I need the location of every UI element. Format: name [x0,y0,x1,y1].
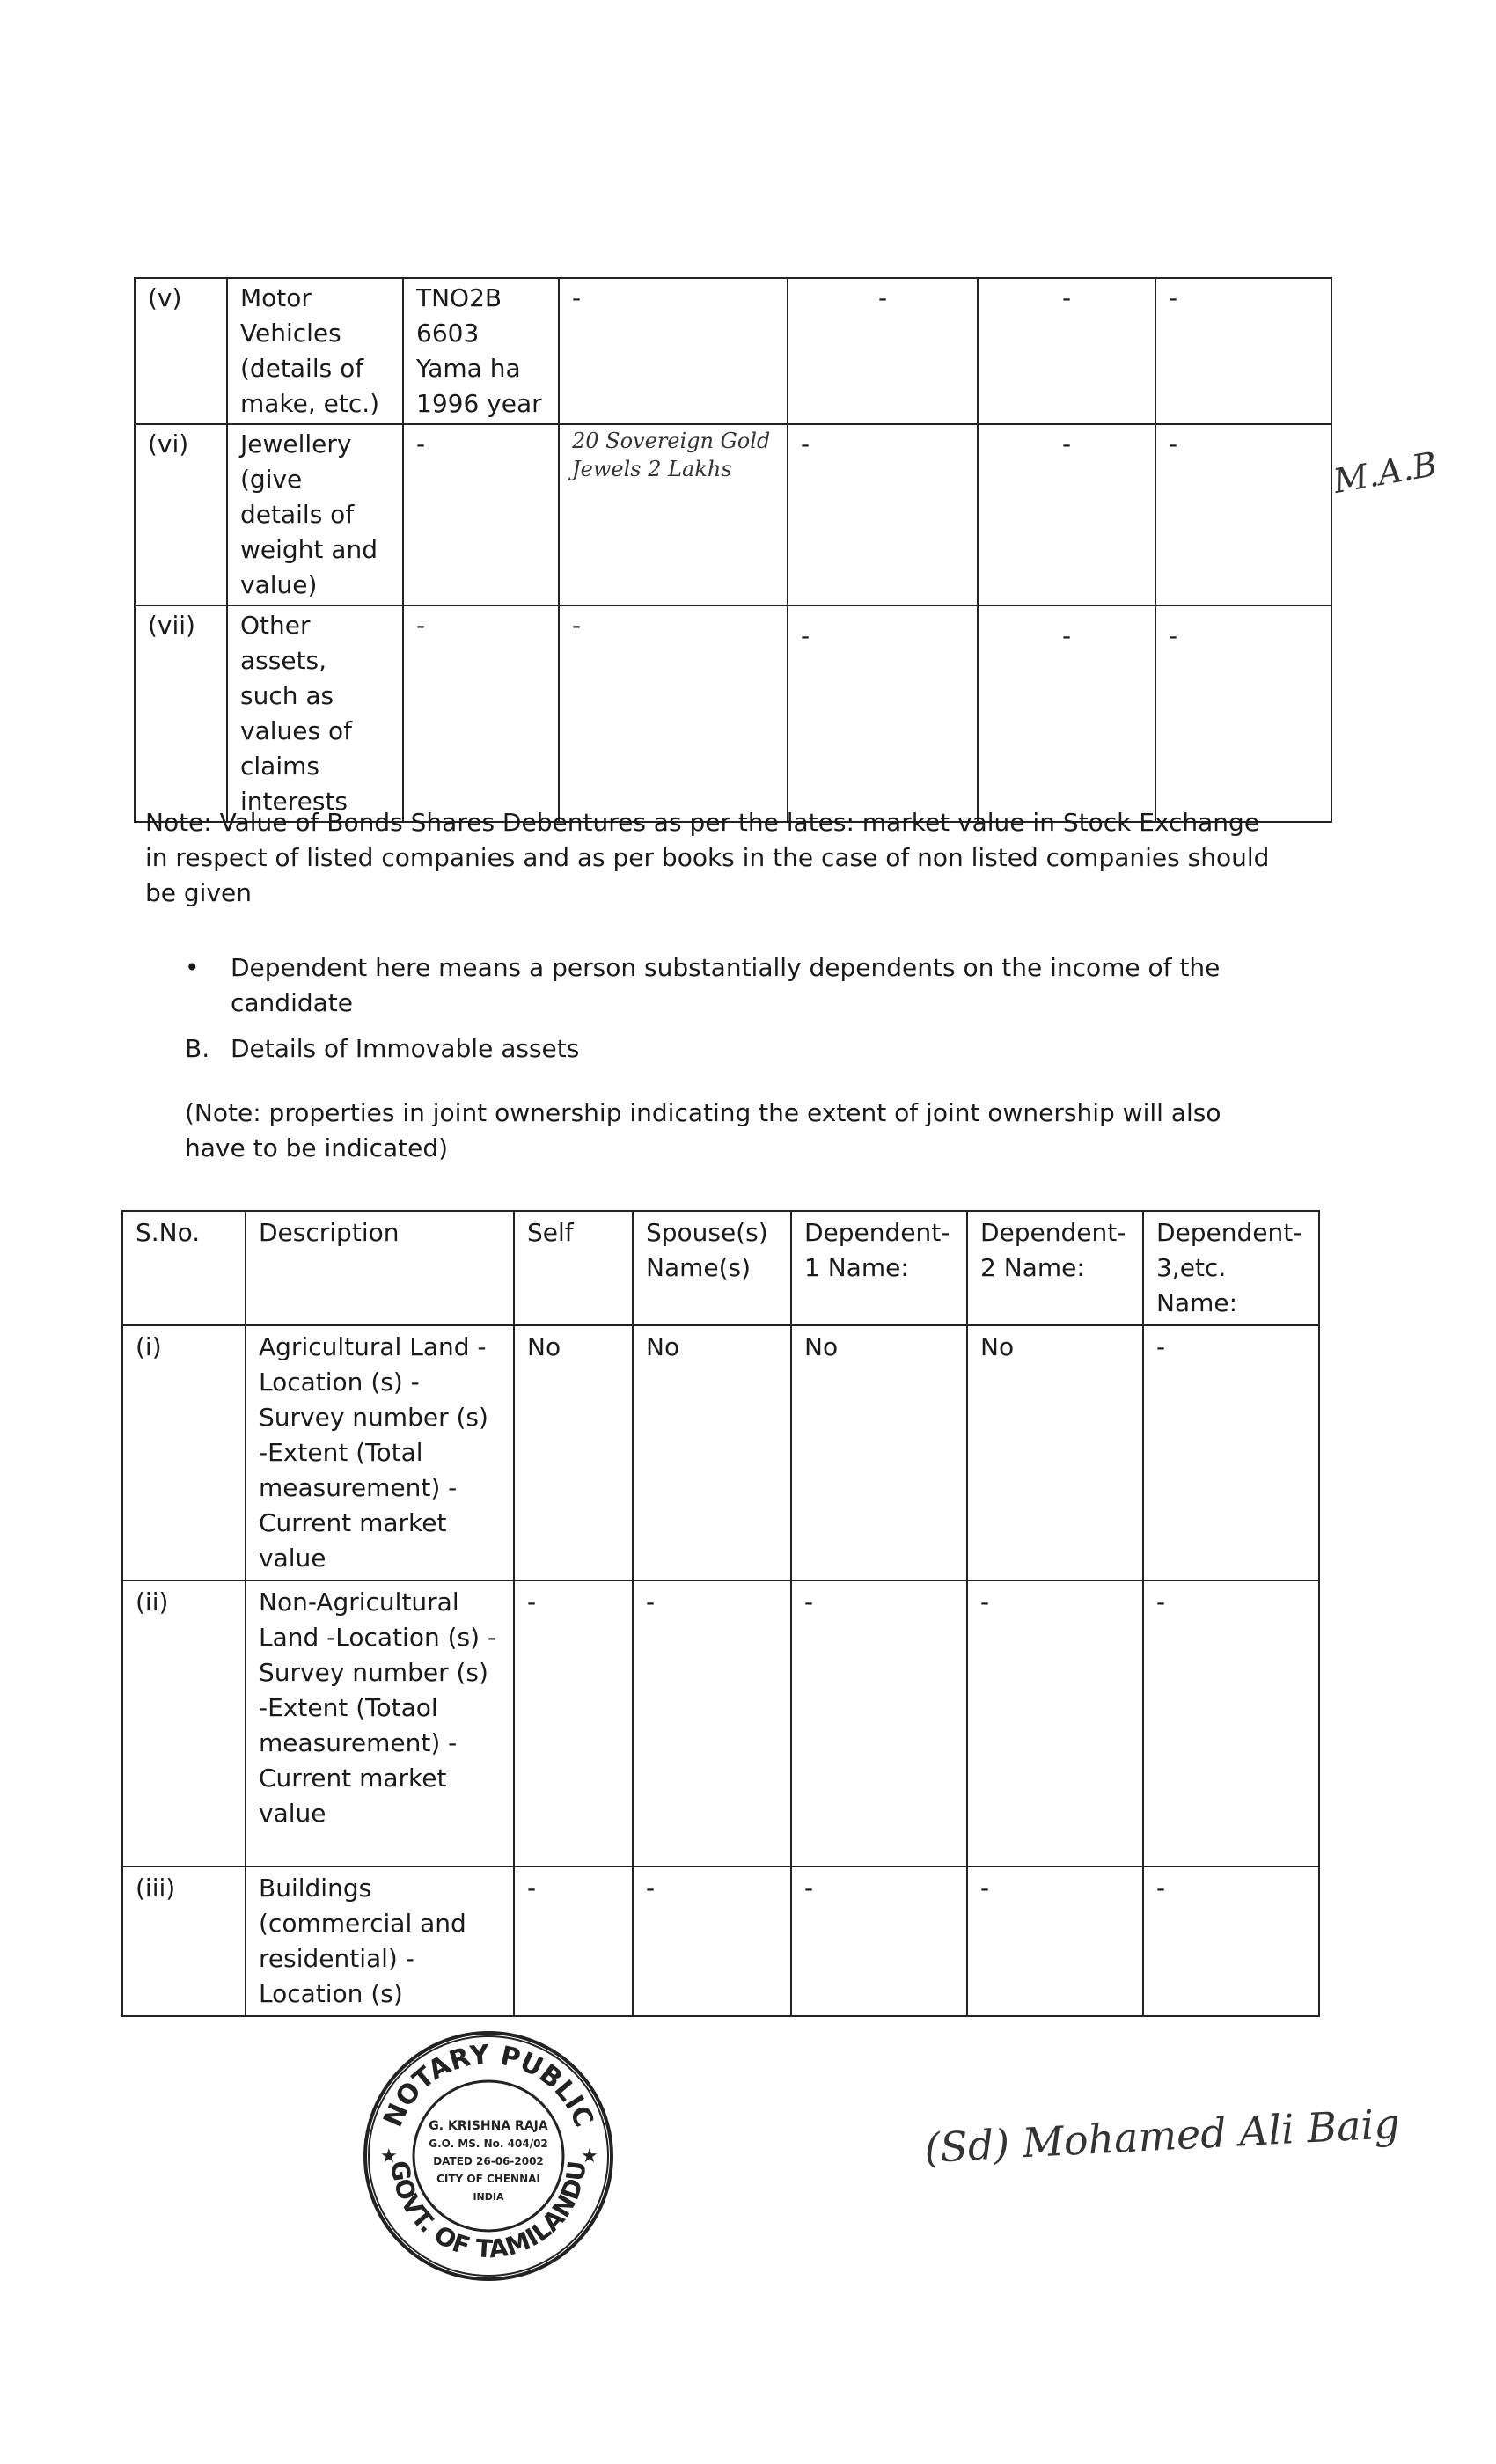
cell-dependent-3: - [1155,424,1331,605]
star-icon: ★ [581,2145,598,2167]
cell-spouse: - [633,1580,791,1866]
table-row [135,278,1331,424]
cell-dependent-3: - [1143,1866,1319,2016]
cell-spouse: - [559,278,788,424]
cell-self: - [403,605,559,822]
bullet-marker: • [185,953,200,982]
cell-dependent-2: - [978,424,1155,605]
cell-dependent-3: - [1155,278,1331,424]
cell-description: Non-Agricultural Land -Location (s) -Survey number (s) -Extent (Totaol measurement) -Current market value [246,1580,514,1866]
stamp-line-4: CITY OF CHENNAI [436,2173,540,2185]
cell-sno: (iii) [122,1866,246,2016]
section-b-title: Details of Immovable assets [231,1034,580,1063]
cell-spouse: - [559,605,788,822]
cell-description: Buildings (commercial and residential) -Location (s) [246,1866,514,2016]
cell-dependent-3: - [1143,1580,1319,1866]
cell-description: Jewellery (give details of weight and value) [227,424,403,605]
star-icon: ★ [380,2145,398,2167]
svg-text:NOTARY PUBLIC [378,2039,599,2131]
cell-dependent-2: - [978,605,1155,822]
cell-dependent-2: - [978,278,1155,424]
cell-dependent-2: - [967,1866,1143,2016]
stamp-line-3: DATED 26-06-2002 [433,2155,544,2167]
movable-assets-table [134,277,1332,823]
cell-sno: (i) [122,1325,246,1580]
cell-dependent-1: - [791,1580,967,1866]
signature: (Sd) Mohamed Ali Baig [922,2099,1401,2173]
cell-dependent-1: No [791,1325,967,1580]
cell-self: TNO2B 6603 Yama ha 1996 year [403,278,559,424]
cell-sno: (v) [135,278,227,424]
notary-stamp [361,2028,616,2284]
cell-description: Agricultural Land -Location (s) -Survey number (s) -Extent (Total measurement) -Current market value [246,1325,514,1580]
cell-dependent-1: - [788,605,978,822]
stamp-line-5: INDIA [473,2191,504,2203]
immovable-assets-table [121,1210,1320,2017]
header-dependent-2: Dependent-2 Name: [967,1211,1143,1325]
stamp-line-2: G.O. MS. No. 404/02 [429,2138,548,2150]
table-row [135,424,1331,605]
header-self: Self [514,1211,633,1325]
cell-dependent-3: - [1155,605,1331,822]
margin-initials: M.A.B [1331,444,1441,501]
cell-description: Motor Vehicles (details of make, etc.) [227,278,403,424]
cell-dependent-2: - [967,1580,1143,1866]
header-spouse: Spouse(s) Name(s) [633,1211,791,1325]
cell-dependent-1: - [791,1866,967,2016]
header-dependent-1: Dependent-1 Name: [791,1211,967,1325]
table-row [122,1866,1319,2016]
cell-sno: (vi) [135,424,227,605]
cell-self: - [403,424,559,605]
header-description: Description [246,1211,514,1325]
cell-sno: (vii) [135,605,227,822]
cell-spouse-handwritten: 20 Sovereign Gold Jewels 2 Lakhs [559,424,788,605]
section-b-marker: B. [185,1034,210,1063]
header-sno: S.No. [122,1211,246,1325]
cell-self: - [514,1580,633,1866]
cell-dependent-1: - [788,278,978,424]
cell-self: No [514,1325,633,1580]
cell-dependent-3: - [1143,1325,1319,1580]
cell-spouse: No [633,1325,791,1580]
cell-self: - [514,1866,633,2016]
cell-spouse: - [633,1866,791,2016]
cell-sno: (ii) [122,1580,246,1866]
table-row [122,1580,1319,1866]
table-row [122,1325,1319,1580]
table-row [135,605,1331,822]
stamp-top-text: NOTARY PUBLIC [378,2039,599,2132]
note-paragraph: Note: Value of Bonds Shares Debentures as per the lates: market value in Stock Exchange in respect of listed companies and as per books in the case of non listed companies should be given [145,808,1270,907]
cell-dependent-2: No [967,1325,1143,1580]
notary-seal-icon [361,2028,616,2284]
stamp-line-1: G. KRISHNA RAJA [429,2119,548,2133]
dependent-definition: Dependent here means a person substantially dependents on the income of the candidate [231,953,1221,1017]
header-dependent-3: Dependent-3,etc. Name: [1143,1211,1319,1325]
cell-dependent-1: - [788,424,978,605]
cell-description: Other assets, such as values of claims interests [227,605,403,822]
stamp-bottom-text: GOVT. OF TAMILANDU [385,2159,592,2264]
table-header-row [122,1211,1319,1325]
joint-ownership-note: (Note: properties in joint ownership indicating the extent of joint ownership will also have to be indicated) [185,1098,1221,1162]
